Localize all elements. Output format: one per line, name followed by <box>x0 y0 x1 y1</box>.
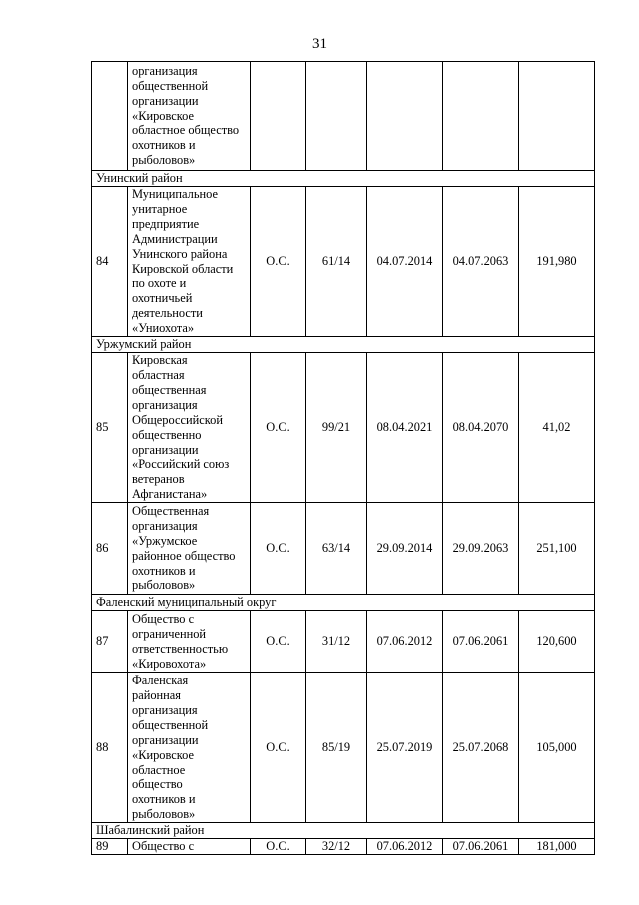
district-name: Уржумский район <box>92 337 595 353</box>
date-end <box>443 62 519 171</box>
organization-name: Фаленская районная организация общественной организации «Кировское областное общество охотников и рыболовов» <box>128 673 251 823</box>
district-row <box>92 171 595 187</box>
table-row <box>92 839 595 855</box>
date-end: 07.06.2061 <box>443 611 519 673</box>
district-name: Фаленский муниципальный округ <box>92 595 595 611</box>
date-end: 04.07.2063 <box>443 187 519 337</box>
area-value: 41,02 <box>519 353 595 503</box>
area-value: 105,000 <box>519 673 595 823</box>
organization-name: Общество с ограниченной ответственностью «Кировохота» <box>128 611 251 673</box>
row-number: 85 <box>92 353 128 503</box>
row-number: 86 <box>92 503 128 595</box>
district-row <box>92 595 595 611</box>
area-value: 120,600 <box>519 611 595 673</box>
organization-name: Кировская областная общественная организация Общероссийской общественно организации «Российский союз ветеранов Афганистана» <box>128 353 251 503</box>
district-name: Шабалинский район <box>92 823 595 839</box>
organization-name: Общество с <box>128 839 251 855</box>
row-number: 88 <box>92 673 128 823</box>
area-value: 251,100 <box>519 503 595 595</box>
grant-type: О.С. <box>251 839 306 855</box>
table-row <box>92 611 595 673</box>
date-end: 29.09.2063 <box>443 503 519 595</box>
row-number: 87 <box>92 611 128 673</box>
document-number: 99/21 <box>306 353 367 503</box>
document-number: 32/12 <box>306 839 367 855</box>
date-start: 07.06.2012 <box>367 611 443 673</box>
date-start: 25.07.2019 <box>367 673 443 823</box>
page-number: 31 <box>312 36 327 52</box>
grant-type: О.С. <box>251 673 306 823</box>
date-end: 25.07.2068 <box>443 673 519 823</box>
grant-type: О.С. <box>251 353 306 503</box>
row-number: 89 <box>92 839 128 855</box>
area-value: 181,000 <box>519 839 595 855</box>
row-number <box>92 62 128 171</box>
table-row <box>92 503 595 595</box>
table-row <box>92 673 595 823</box>
area-value: 191,980 <box>519 187 595 337</box>
date-start: 29.09.2014 <box>367 503 443 595</box>
row-number: 84 <box>92 187 128 337</box>
organization-name: Муниципальное унитарное предприятие Администрации Унинского района Кировской области по охоте и охотничьей деятельности «Униохота» <box>128 187 251 337</box>
date-start: 07.06.2012 <box>367 839 443 855</box>
grant-type: О.С. <box>251 503 306 595</box>
district-row <box>92 337 595 353</box>
grant-type <box>251 62 306 171</box>
date-start: 04.07.2014 <box>367 187 443 337</box>
document-number <box>306 62 367 171</box>
document-number: 31/12 <box>306 611 367 673</box>
document-number: 85/19 <box>306 673 367 823</box>
hunting-grounds-table <box>91 61 595 855</box>
date-start: 08.04.2021 <box>367 353 443 503</box>
date-end: 07.06.2061 <box>443 839 519 855</box>
document-number: 63/14 <box>306 503 367 595</box>
grant-type: О.С. <box>251 611 306 673</box>
table-row <box>92 353 595 503</box>
date-end: 08.04.2070 <box>443 353 519 503</box>
district-name: Унинский район <box>92 171 595 187</box>
table-row <box>92 62 595 171</box>
grant-type: О.С. <box>251 187 306 337</box>
organization-name: организация общественной организации «Кировское областное общество охотников и рыболовов» <box>128 62 251 171</box>
document-number: 61/14 <box>306 187 367 337</box>
district-row <box>92 823 595 839</box>
organization-name: Общественная организация «Уржумское районное общество охотников и рыболовов» <box>128 503 251 595</box>
date-start <box>367 62 443 171</box>
area-value <box>519 62 595 171</box>
table-row <box>92 187 595 337</box>
